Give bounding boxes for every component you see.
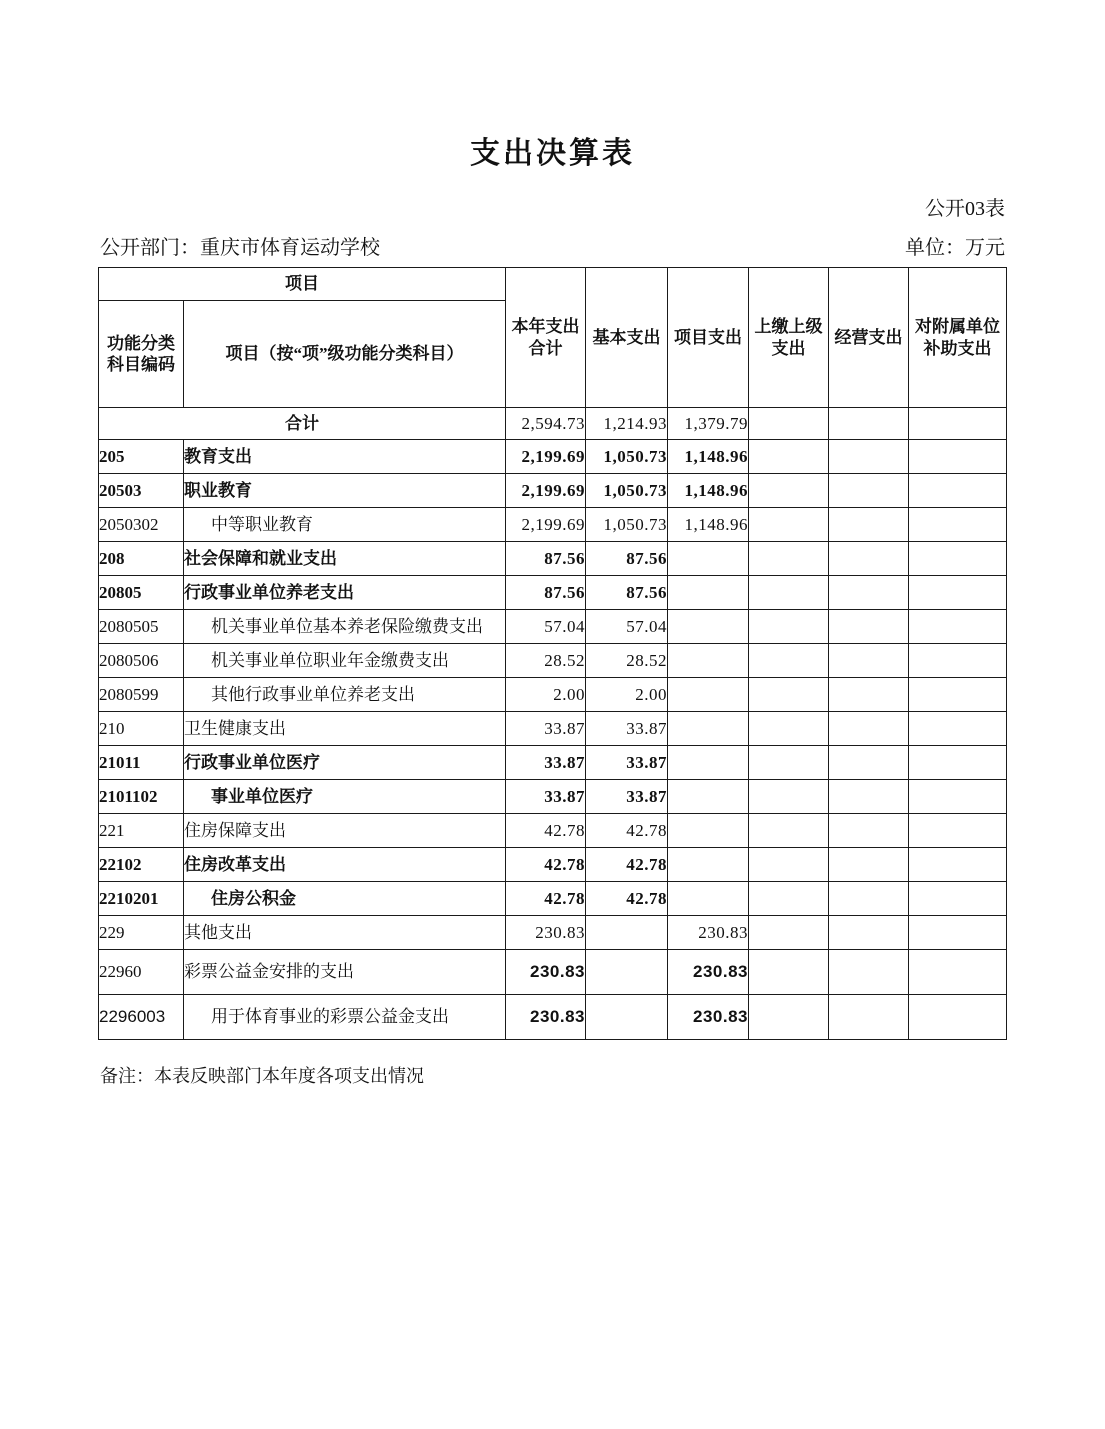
row-value: [749, 712, 829, 746]
row-value: 33.87: [586, 712, 668, 746]
row-value: [909, 542, 1007, 576]
row-name: 彩票公益金安排的支出: [184, 950, 506, 995]
remark-note: 备注：本表反映部门本年度各项支出情况: [100, 1066, 424, 1086]
row-code: 22960: [99, 950, 184, 995]
row-value: [909, 508, 1007, 542]
row-value: 1,050.73: [586, 474, 668, 508]
row-value: [749, 780, 829, 814]
total-row-value: [909, 408, 1007, 440]
row-value: [909, 848, 1007, 882]
row-value: [668, 712, 749, 746]
row-value: [829, 916, 909, 950]
row-code: 2296003: [99, 995, 184, 1040]
row-value: 2,199.69: [506, 440, 586, 474]
row-code: 20503: [99, 474, 184, 508]
row-value: 2,199.69: [506, 508, 586, 542]
total-row-label: 合计: [99, 408, 506, 440]
row-name: 教育支出: [184, 440, 506, 474]
row-value: 33.87: [586, 780, 668, 814]
row-name: 机关事业单位职业年金缴费支出: [184, 644, 506, 678]
total-row-value: [829, 408, 909, 440]
row-value: 1,148.96: [668, 440, 749, 474]
table-row: [99, 995, 1007, 1040]
row-value: [829, 508, 909, 542]
row-value: 87.56: [506, 542, 586, 576]
table-row: [99, 474, 1007, 508]
row-value: [909, 576, 1007, 610]
col-header-operating: 经营支出: [829, 268, 909, 408]
row-value: [749, 995, 829, 1040]
row-value: [829, 610, 909, 644]
row-code: 210: [99, 712, 184, 746]
row-value: [829, 712, 909, 746]
row-value: 230.83: [668, 916, 749, 950]
header-info-line: [100, 231, 1005, 260]
row-name: 住房保障支出: [184, 814, 506, 848]
row-value: [829, 848, 909, 882]
row-value: 42.78: [586, 848, 668, 882]
row-value: [829, 644, 909, 678]
col-header-basic: 基本支出: [586, 268, 668, 408]
row-name: 卫生健康支出: [184, 712, 506, 746]
total-row-value: 2,594.73: [506, 408, 586, 440]
row-value: [749, 882, 829, 916]
table-row: [99, 950, 1007, 995]
table-row: [99, 916, 1007, 950]
row-value: [668, 882, 749, 916]
row-value: [829, 882, 909, 916]
row-code: 221: [99, 814, 184, 848]
row-name: 其他行政事业单位养老支出: [184, 678, 506, 712]
row-value: [829, 678, 909, 712]
row-value: 33.87: [586, 746, 668, 780]
row-code: 2080505: [99, 610, 184, 644]
row-value: [668, 814, 749, 848]
row-name: 用于体育事业的彩票公益金支出: [184, 995, 506, 1040]
row-value: [668, 644, 749, 678]
expenditure-table: [98, 267, 1007, 1040]
row-value: 1,148.96: [668, 508, 749, 542]
row-value: [829, 950, 909, 995]
table-row: [99, 508, 1007, 542]
row-value: 230.83: [506, 995, 586, 1040]
unit-label: 单位：万元: [905, 237, 1005, 259]
row-value: 2.00: [506, 678, 586, 712]
table-row: [99, 712, 1007, 746]
table-row: [99, 440, 1007, 474]
table-row: [99, 678, 1007, 712]
row-value: [829, 995, 909, 1040]
row-name: 住房改革支出: [184, 848, 506, 882]
table-row: [99, 610, 1007, 644]
row-value: 42.78: [506, 882, 586, 916]
row-value: 42.78: [506, 814, 586, 848]
row-value: [829, 474, 909, 508]
row-value: [749, 610, 829, 644]
row-value: 87.56: [506, 576, 586, 610]
row-code: 229: [99, 916, 184, 950]
row-value: 42.78: [506, 848, 586, 882]
row-value: [829, 814, 909, 848]
row-value: [909, 610, 1007, 644]
row-value: [586, 950, 668, 995]
row-value: 33.87: [506, 712, 586, 746]
row-value: [909, 995, 1007, 1040]
row-name: 中等职业教育: [184, 508, 506, 542]
row-value: [829, 440, 909, 474]
row-value: [749, 440, 829, 474]
col-header-function-code: 功能分类科目编码: [99, 301, 184, 408]
row-value: [909, 678, 1007, 712]
row-value: [909, 882, 1007, 916]
total-row: [99, 408, 1007, 440]
row-value: [749, 474, 829, 508]
row-value: [909, 644, 1007, 678]
row-value: 33.87: [506, 780, 586, 814]
table-row: [99, 780, 1007, 814]
row-value: 57.04: [506, 610, 586, 644]
row-name: 机关事业单位基本养老保险缴费支出: [184, 610, 506, 644]
row-code: 208: [99, 542, 184, 576]
row-value: [749, 576, 829, 610]
row-value: [829, 542, 909, 576]
row-value: [668, 780, 749, 814]
row-value: 2.00: [586, 678, 668, 712]
department-label: 公开部门：重庆市体育运动学校: [100, 237, 380, 259]
row-value: 1,050.73: [586, 440, 668, 474]
row-value: 33.87: [506, 746, 586, 780]
row-value: [909, 474, 1007, 508]
row-value: [909, 746, 1007, 780]
row-value: 1,050.73: [586, 508, 668, 542]
row-code: 2210201: [99, 882, 184, 916]
row-value: 28.52: [506, 644, 586, 678]
row-value: 57.04: [586, 610, 668, 644]
row-value: 42.78: [586, 882, 668, 916]
row-code: 20805: [99, 576, 184, 610]
row-value: [668, 746, 749, 780]
row-code: 22102: [99, 848, 184, 882]
row-value: 42.78: [586, 814, 668, 848]
row-value: 1,148.96: [668, 474, 749, 508]
row-value: [749, 848, 829, 882]
row-value: [909, 712, 1007, 746]
row-value: [909, 440, 1007, 474]
total-row-value: [749, 408, 829, 440]
row-value: [829, 780, 909, 814]
row-value: [668, 678, 749, 712]
project-group-header: 项目: [99, 268, 506, 301]
row-code: 2101102: [99, 780, 184, 814]
row-value: [749, 746, 829, 780]
col-header-item-name: 项目（按“项”级功能分类科目）: [184, 301, 506, 408]
row-value: [909, 950, 1007, 995]
table-row: [99, 848, 1007, 882]
table-code-label: 公开03表: [925, 198, 1005, 220]
table-row: [99, 882, 1007, 916]
total-row-value: 1,379.79: [668, 408, 749, 440]
row-value: 230.83: [668, 995, 749, 1040]
row-value: 2,199.69: [506, 474, 586, 508]
row-value: [668, 848, 749, 882]
col-header-affiliated-subsidy: 对附属单位补助支出: [909, 268, 1007, 408]
row-value: 28.52: [586, 644, 668, 678]
table-row: [99, 542, 1007, 576]
col-header-total: 本年支出合计: [506, 268, 586, 408]
row-value: [749, 916, 829, 950]
row-name: 事业单位医疗: [184, 780, 506, 814]
row-value: [749, 814, 829, 848]
row-name: 住房公积金: [184, 882, 506, 916]
row-value: [829, 746, 909, 780]
row-name: 行政事业单位养老支出: [184, 576, 506, 610]
row-value: [749, 950, 829, 995]
row-value: [829, 576, 909, 610]
row-name: 行政事业单位医疗: [184, 746, 506, 780]
row-value: [586, 916, 668, 950]
row-value: [668, 576, 749, 610]
row-name: 社会保障和就业支出: [184, 542, 506, 576]
row-code: 2080506: [99, 644, 184, 678]
page-title: 支出决算表: [470, 136, 635, 171]
row-name: 职业教育: [184, 474, 506, 508]
table-row: [99, 746, 1007, 780]
row-code: 205: [99, 440, 184, 474]
row-value: [749, 644, 829, 678]
row-value: 230.83: [506, 950, 586, 995]
row-value: 230.83: [506, 916, 586, 950]
row-value: [668, 610, 749, 644]
row-code: 2050302: [99, 508, 184, 542]
row-value: [749, 678, 829, 712]
row-value: 230.83: [668, 950, 749, 995]
row-value: [749, 542, 829, 576]
table-row: [99, 576, 1007, 610]
total-row-value: 1,214.93: [586, 408, 668, 440]
table-row: [99, 814, 1007, 848]
row-value: [909, 916, 1007, 950]
row-value: [909, 814, 1007, 848]
col-header-project: 项目支出: [668, 268, 749, 408]
row-value: 87.56: [586, 576, 668, 610]
row-name: 其他支出: [184, 916, 506, 950]
row-code: 21011: [99, 746, 184, 780]
row-value: [586, 995, 668, 1040]
row-code: 2080599: [99, 678, 184, 712]
row-value: 87.56: [586, 542, 668, 576]
row-value: [909, 780, 1007, 814]
row-value: [668, 542, 749, 576]
row-value: [749, 508, 829, 542]
table-row: [99, 644, 1007, 678]
col-header-upper-level: 上缴上级支出: [749, 268, 829, 408]
